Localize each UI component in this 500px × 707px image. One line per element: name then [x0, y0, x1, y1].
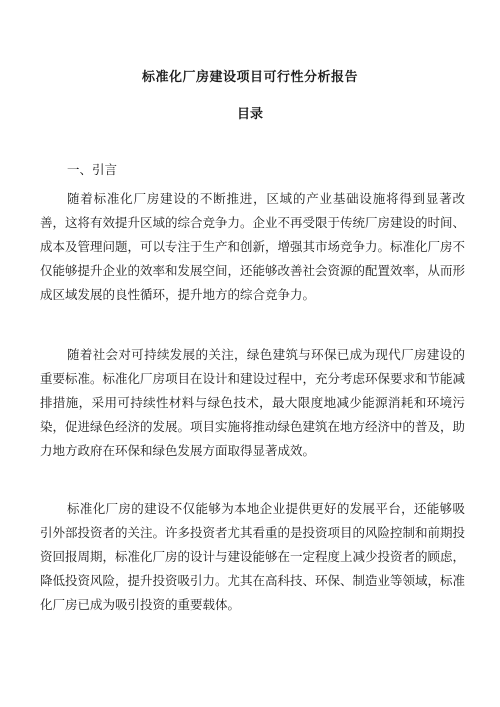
- paragraph-1: 随着标准化厂房建设的不断推进，区域的产业基础设施将得到显著改善，这将有效提升区域的综合竞争力。企业不再受限于传统厂房建设的时间、成本及管理问题，可以专注于生产和创新，增强其市场竞争力。标准化厂房不仅能够提升企业的效率和发展空间，还能够改善社会资源的配置效率，从而形成区域发展的良性循环，提升地方的综合竞争力。: [40, 191, 466, 302]
- section-heading-introduction: 一、引言: [67, 162, 118, 177]
- document-title: 标准化厂房建设项目可行性分析报告: [141, 70, 358, 85]
- paragraph-3: 标准化厂房的建设不仅能够为本地企业提供更好的发展平台，还能够吸引外部投资者的关注。许多投资者尤其看重的是投资项目的风险控制和前期投资回报周期，标准化厂房的设计与建设能够在一定程度上减少投资者的顾虑，降低投资风险，提升投资吸引力。尤其在高科技、环保、制造业等领域，标准化厂房已成为吸引投资的重要载体。: [40, 501, 466, 612]
- toc-heading: 目录: [236, 107, 263, 122]
- paragraph-2: 随着社会对可持续发展的关注，绿色建筑与环保已成为现代厂房建设的重要标准。标准化厂房项目在设计和建设过程中，充分考虑环保要求和节能减排措施，采用可持续性材料与绿色技术，最大限度地减少能源消耗和环境污染，促进绿色经济的发展。项目实施将推动绿色建筑在地方经济中的普及，助力地方政府在环保和绿色发展方面取得显著成效。: [40, 347, 466, 458]
